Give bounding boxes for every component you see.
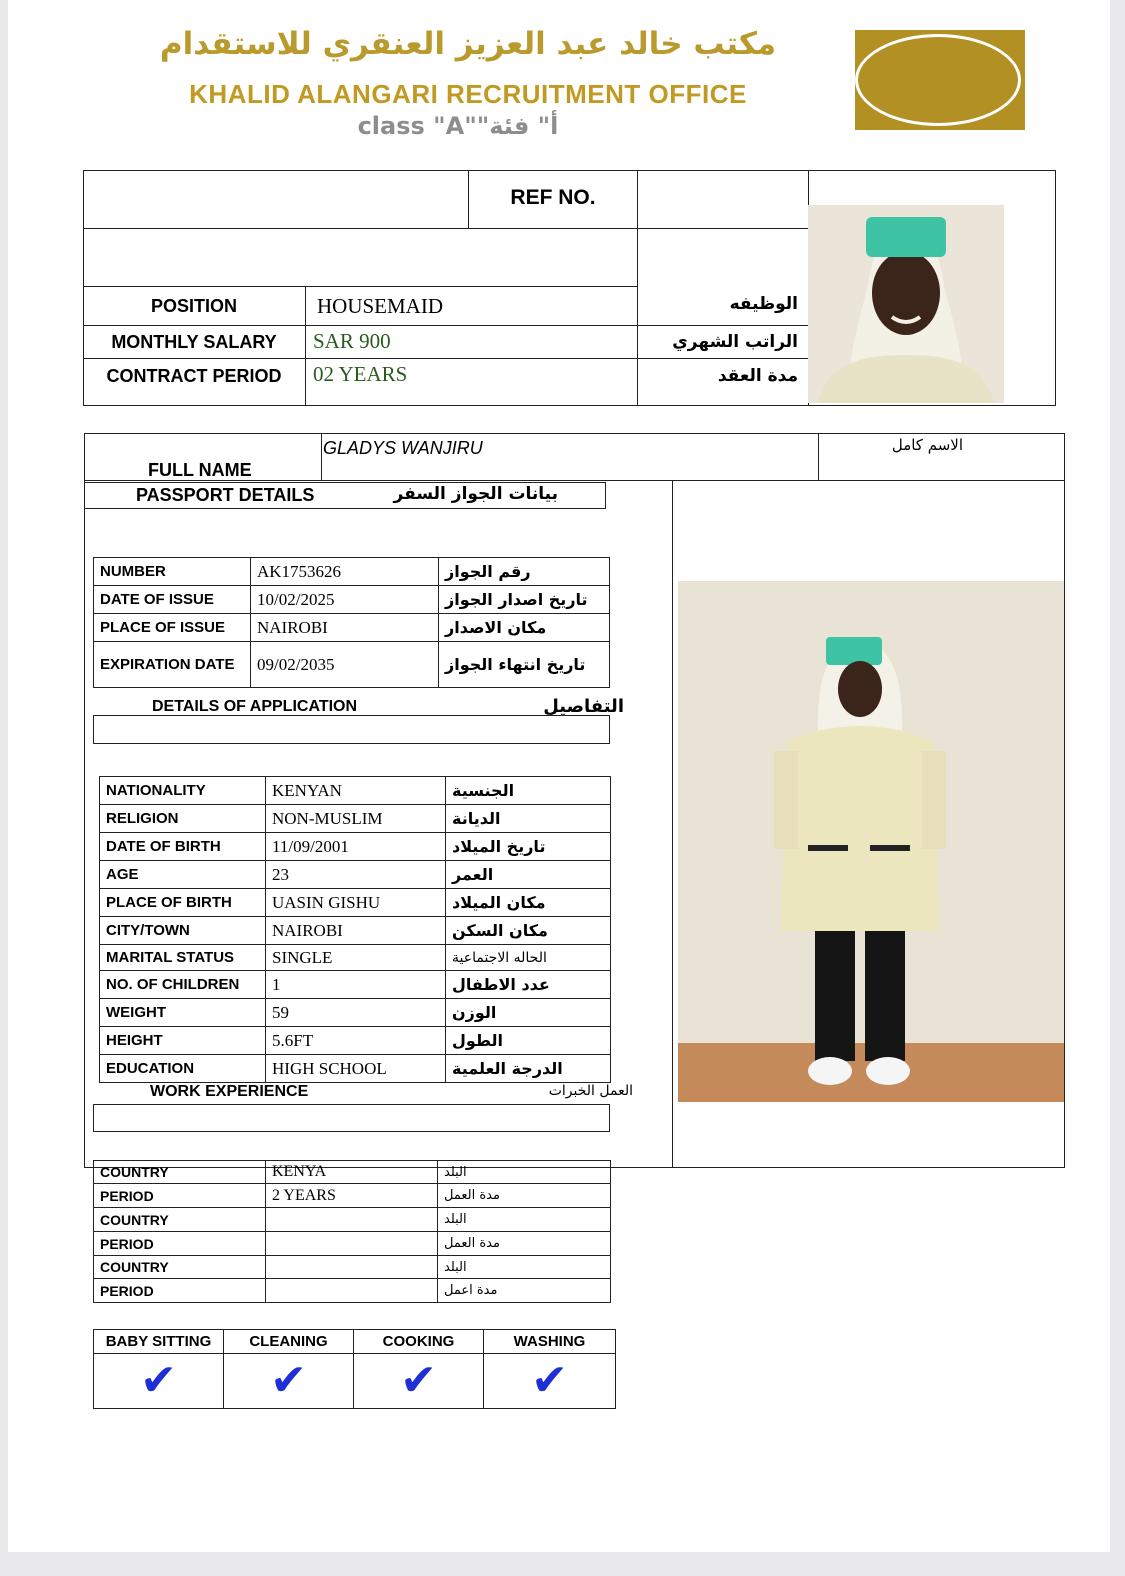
table-row [100,1055,611,1083]
full-name-label-ar: الاسم كامل [891,436,963,454]
portrait-illustration [808,205,1004,403]
contract-label: CONTRACT PERIOD [106,366,282,386]
full-name-label: FULL NAME [148,460,252,480]
full-body-photo [678,581,1064,1102]
table-row [100,917,611,945]
skill-cleaning-label: CLEANING [224,1330,354,1354]
skill-baby-sitting-cell [94,1354,224,1409]
passport-number-label: NUMBER [94,558,251,586]
marital-status-label: MARITAL STATUS [100,945,266,971]
office-name-english: KHALID ALANGARI RECRUITMENT OFFICE [189,79,747,109]
expiration-date-label: EXPIRATION DATE [94,642,251,688]
table-row [100,971,611,999]
experience-country-label-ar: البلد [438,1208,611,1232]
experience-title: WORK EXPERIENCE [150,1083,309,1100]
divider [83,286,638,287]
weight-label: WEIGHT [100,999,266,1027]
table-row [94,614,610,642]
experience-period-label: PERIOD [94,1232,266,1256]
experience-period-value [266,1279,438,1303]
table-row [94,1184,611,1208]
table-row [94,586,610,614]
application-title-ar: التفاصيل [543,696,624,717]
skills-table [93,1329,616,1409]
table-row [100,861,611,889]
divider [83,358,809,359]
expiration-date-label-ar: تاريخ انتهاء الجواز [439,642,610,688]
experience-country-label: COUNTRY [94,1256,266,1279]
nationality-label-ar: الجنسية [446,777,611,805]
children-value: 1 [266,971,446,999]
weight-value: 59 [266,999,446,1027]
office-logo [855,30,1025,130]
divider [305,286,306,406]
application-form-page [8,0,1110,1552]
religion-value: NON-MUSLIM [266,805,446,833]
application-title: DETAILS OF APPLICATION [152,698,358,715]
table-row [94,1232,611,1256]
table-row [100,999,611,1027]
contract-value: 02 YEARS [313,362,408,386]
experience-period-label-ar: مدة العمل [438,1184,611,1208]
marital-status-value: SINGLE [266,945,446,971]
city-label: CITY/TOWN [100,917,266,945]
height-value: 5.6FT [266,1027,446,1055]
table-row [94,1279,611,1303]
table-row [100,1027,611,1055]
education-value: HIGH SCHOOL [266,1055,446,1083]
education-label-ar: الدرجة العلمية [446,1055,611,1083]
table-row [94,1354,616,1409]
age-label: AGE [100,861,266,889]
age-value: 23 [266,861,446,889]
divider [818,433,819,481]
divider [672,480,673,1168]
table-row [94,558,610,586]
experience-country-value [266,1256,438,1279]
table-row [100,805,611,833]
experience-period-value [266,1232,438,1256]
table-row [94,1330,616,1354]
ref-row-bottom [83,228,809,229]
position-value: HOUSEMAID [317,294,443,318]
height-label: HEIGHT [100,1027,266,1055]
dob-label-ar: تاريخ الميلاد [446,833,611,861]
position-label-ar: الوظيفه [729,294,798,314]
dob-label: DATE OF BIRTH [100,833,266,861]
office-name-arabic: مكتب خالد عبد العزيز العنقري للاستقدام [159,26,777,62]
salary-value: SAR 900 [313,329,391,353]
experience-country-value [266,1208,438,1232]
table-row [94,1161,611,1184]
contract-label-ar: مدة العقد [717,366,798,386]
passport-table [93,557,610,688]
passport-number-value: AK1753626 [251,558,439,586]
full-name-value: GLADYS WANJIRU [323,438,483,458]
city-label-ar: مكان السكن [446,917,611,945]
table-row [100,777,611,805]
experience-country-value: KENYA [266,1161,438,1184]
experience-period-value: 2 YEARS [266,1184,438,1208]
skill-washing-cell [484,1354,616,1409]
issue-place-label: PLACE OF ISSUE [94,614,251,642]
application-box [93,715,610,744]
personal-details-table [99,776,611,1083]
issue-place-label-ar: مكان الاصدار [439,614,610,642]
weight-label-ar: الوزن [446,999,611,1027]
religion-label-ar: الديانة [446,805,611,833]
experience-country-label-ar: البلد [438,1256,611,1279]
experience-period-label-ar: مدة العمل [438,1232,611,1256]
issue-date-label-ar: تاريخ اصدار الجواز [439,586,610,614]
check-icon: ✔ [270,1355,307,1406]
experience-country-label-ar: البلد [438,1161,611,1184]
salary-label-ar: الراتب الشهري [672,332,798,352]
skill-washing-label: WASHING [484,1330,616,1354]
table-row [94,1208,611,1232]
birth-place-label: PLACE OF BIRTH [100,889,266,917]
children-label: NO. OF CHILDREN [100,971,266,999]
table-row [100,889,611,917]
position-label: POSITION [150,296,237,316]
skill-baby-sitting-label: BABY SITTING [94,1330,224,1354]
divider [83,325,809,326]
nationality-value: KENYAN [266,777,446,805]
skill-cooking-label: COOKING [354,1330,484,1354]
experience-period-label-ar: مدة اعمل [438,1279,611,1303]
experience-country-label: COUNTRY [94,1161,266,1184]
check-icon: ✔ [400,1355,437,1406]
table-row [94,642,610,688]
ref-no-label: REF NO. [510,186,596,209]
full-body-illustration [678,581,1064,1102]
passport-title: PASSPORT DETAILS [136,485,315,505]
education-label: EDUCATION [100,1055,266,1083]
check-icon: ✔ [531,1355,568,1406]
divider [321,433,322,481]
table-row [94,1256,611,1279]
experience-period-label: PERIOD [94,1279,266,1303]
birth-place-label-ar: مكان الميلاد [446,889,611,917]
logo-ring [855,34,1021,126]
passport-title-ar: بيانات الجواز السفر [393,484,558,504]
experience-table [93,1160,611,1303]
nationality-label: NATIONALITY [100,777,266,805]
portrait-photo [808,205,1004,403]
height-label-ar: الطول [446,1027,611,1055]
skill-cleaning-cell [224,1354,354,1409]
experience-title-ar: العمل الخبرات [548,1083,633,1099]
skill-cooking-cell [354,1354,484,1409]
table-row [100,833,611,861]
experience-country-label: COUNTRY [94,1208,266,1232]
table-row [100,945,611,971]
experience-period-label: PERIOD [94,1184,266,1208]
city-value: NAIROBI [266,917,446,945]
age-label-ar: العمر [446,861,611,889]
expiration-date-value: 09/02/2035 [251,642,439,688]
class-label: class "A""أ" فئة [357,112,559,140]
dob-value: 11/09/2001 [266,833,446,861]
check-icon: ✔ [140,1355,177,1406]
salary-label: MONTHLY SALARY [111,332,277,352]
children-label-ar: عدد الاطفال [446,971,611,999]
passport-number-label-ar: رقم الجواز [439,558,610,586]
marital-status-label-ar: الحاله الاجتماعية [446,945,611,971]
issue-place-value: NAIROBI [251,614,439,642]
issue-date-value: 10/02/2025 [251,586,439,614]
religion-label: RELIGION [100,805,266,833]
birth-place-value: UASIN GISHU [266,889,446,917]
experience-box [93,1104,610,1132]
issue-date-label: DATE OF ISSUE [94,586,251,614]
